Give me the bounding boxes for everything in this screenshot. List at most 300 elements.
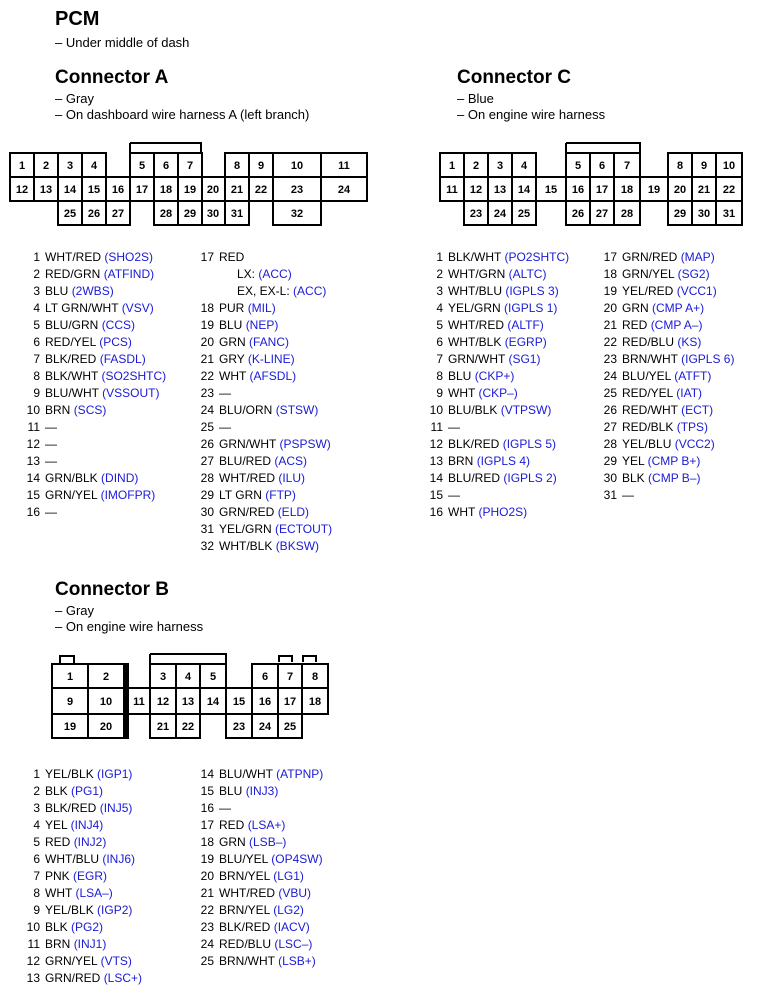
svg-text:27: 27 [111, 208, 125, 220]
pin-row [20, 283, 166, 300]
signal-name: (ILU) [278, 471, 306, 485]
pin-number: 2 [436, 267, 443, 281]
pin-number: 13 [429, 454, 443, 468]
svg-text:16: 16 [258, 696, 272, 708]
svg-text:27: 27 [595, 208, 609, 220]
wire-color: GRN/YEL [45, 954, 98, 968]
pin-number: 3 [33, 801, 40, 815]
wire-color: LX: [237, 267, 256, 281]
pin-row [423, 300, 569, 317]
svg-text:8: 8 [311, 671, 319, 683]
signal-name: (LSB–) [249, 835, 287, 849]
pin-number: 14 [26, 471, 40, 485]
svg-text:5: 5 [574, 160, 582, 172]
signal-name: (ACC) [258, 267, 292, 281]
svg-text:9: 9 [66, 696, 74, 708]
pin-number: 13 [26, 971, 40, 985]
svg-text:14: 14 [206, 696, 220, 708]
wire-color: BLK [45, 920, 68, 934]
svg-text:14: 14 [517, 184, 531, 196]
wire-color: GRN [622, 301, 649, 315]
wire-color: — [219, 420, 231, 434]
signal-name: (IGPLS 2) [503, 471, 557, 485]
connector-b-note: – On engine wire harness [55, 619, 204, 634]
signal-name: (CMP A–) [650, 318, 703, 332]
pin-row [423, 317, 569, 334]
connector-b-pins-right [194, 766, 323, 970]
signal-name: (TPS) [676, 420, 709, 434]
wire-color: BLU/YEL [622, 369, 671, 383]
wire-color: GRN/YEL [45, 488, 98, 502]
pin-row [597, 487, 734, 504]
pin-row [20, 419, 166, 436]
wire-color: GRN/WHT [448, 352, 506, 366]
signal-name: (FTP) [265, 488, 296, 502]
svg-text:17: 17 [595, 184, 609, 196]
pin-row [194, 766, 323, 783]
svg-text:19: 19 [647, 184, 661, 196]
pin-row [423, 266, 569, 283]
wire-color: RED [219, 818, 245, 832]
signal-name: (LSA+) [247, 818, 286, 832]
wire-color: GRN [219, 835, 246, 849]
pin-number: 17 [200, 250, 214, 264]
wire-color: — [448, 420, 460, 434]
svg-text:22: 22 [254, 184, 268, 196]
connector-a-note: – Gray [55, 91, 95, 106]
pin-number: 32 [200, 539, 214, 553]
signal-name: (INJ2) [73, 835, 107, 849]
connector-c-note: – On engine wire harness [457, 107, 606, 122]
pin-row [194, 351, 332, 368]
signal-name: (VTS) [100, 954, 132, 968]
connector-c-note: – Blue [457, 91, 494, 106]
pin-row [423, 283, 569, 300]
svg-text:13: 13 [493, 184, 507, 196]
svg-text:1: 1 [448, 160, 456, 172]
pin-number: 31 [603, 488, 617, 502]
pin-number: 24 [200, 937, 214, 951]
svg-text:15: 15 [544, 184, 558, 196]
wire-color: — [45, 420, 57, 434]
svg-text:3: 3 [66, 160, 74, 172]
svg-text:2: 2 [42, 160, 50, 172]
connector-b-pins-left [20, 766, 142, 987]
signal-name: (SCS) [73, 403, 107, 417]
svg-text:4: 4 [520, 160, 528, 172]
pin-row [423, 504, 569, 521]
signal-name: (INJ4) [70, 818, 104, 832]
pin-number: 7 [436, 352, 443, 366]
signal-name: (VTPSW) [500, 403, 552, 417]
wire-color: BRN/WHT [219, 954, 275, 968]
wire-color: PUR [219, 301, 245, 315]
wire-color: BLU [45, 284, 69, 298]
pin-row [20, 851, 142, 868]
wire-color: BLU/WHT [45, 386, 99, 400]
svg-text:16: 16 [571, 184, 585, 196]
svg-text:32: 32 [290, 208, 304, 220]
svg-text:9: 9 [700, 160, 708, 172]
svg-text:6: 6 [261, 671, 269, 683]
pin-row [194, 538, 332, 555]
pin-row [20, 453, 166, 470]
pin-number: 14 [200, 767, 214, 781]
connector-c-diagram [430, 140, 750, 230]
signal-name: (FANC) [249, 335, 290, 349]
svg-text:13: 13 [181, 696, 195, 708]
svg-text:19: 19 [63, 721, 77, 733]
pin-row [194, 249, 332, 266]
pin-number: 6 [33, 852, 40, 866]
pin-number: 4 [436, 301, 443, 315]
signal-name: (STSW) [275, 403, 319, 417]
wire-color: BLU [448, 369, 472, 383]
svg-text:10: 10 [722, 160, 736, 172]
wire-color: RED/GRN [45, 267, 101, 281]
signal-name: (IGPLS 6) [681, 352, 735, 366]
signal-name: (VBU) [278, 886, 312, 900]
wire-color: YEL/BLU [622, 437, 672, 451]
pin-number: 9 [33, 386, 40, 400]
wire-color: RED/BLK [622, 420, 674, 434]
pin-number: 11 [430, 420, 443, 434]
wire-color: BLU [219, 784, 243, 798]
wire-color: GRN/WHT [219, 437, 277, 451]
pin-row [20, 953, 142, 970]
wire-color: WHT [45, 886, 73, 900]
svg-text:22: 22 [722, 184, 736, 196]
pin-row [20, 249, 166, 266]
signal-name: (NEP) [245, 318, 279, 332]
pin-row [194, 368, 332, 385]
wire-color: YEL/BLK [45, 767, 94, 781]
svg-text:7: 7 [186, 160, 194, 172]
svg-text:2: 2 [102, 671, 110, 683]
wire-color: PNK [45, 869, 70, 883]
pin-number: 19 [200, 318, 214, 332]
pin-number: 4 [33, 818, 40, 832]
pin-row [597, 470, 734, 487]
wire-color: YEL/RED [622, 284, 674, 298]
pin-number: 8 [33, 886, 40, 900]
pin-number: 5 [436, 318, 443, 332]
svg-text:28: 28 [620, 208, 634, 220]
svg-text:29: 29 [673, 208, 687, 220]
svg-text:3: 3 [159, 671, 167, 683]
pin-row [20, 919, 142, 936]
pin-row [194, 800, 323, 817]
svg-text:7: 7 [623, 160, 631, 172]
pin-number: 8 [33, 369, 40, 383]
wire-color: RED [45, 835, 71, 849]
svg-text:25: 25 [283, 721, 297, 733]
wire-color: RED/YEL [622, 386, 673, 400]
pin-row [20, 766, 142, 783]
wire-color: BRN [448, 454, 474, 468]
pin-row [194, 936, 323, 953]
wire-color: WHT/BLU [448, 284, 502, 298]
signal-name: (IGP2) [97, 903, 133, 917]
pin-number: 13 [26, 454, 40, 468]
signal-name: (MAP) [680, 250, 715, 264]
signal-name: (CMP A+) [652, 301, 705, 315]
svg-text:26: 26 [87, 208, 101, 220]
svg-text:17: 17 [135, 184, 149, 196]
svg-text:15: 15 [87, 184, 101, 196]
pin-row [194, 385, 332, 402]
wire-color: YEL/GRN [448, 301, 501, 315]
wire-color: BRN/YEL [219, 869, 270, 883]
signal-name: (CMP B+) [647, 454, 701, 468]
svg-text:15: 15 [232, 696, 246, 708]
wire-color: BLK/RED [448, 437, 500, 451]
pin-row [20, 385, 166, 402]
svg-text:29: 29 [183, 208, 197, 220]
pin-number: 25 [200, 420, 214, 434]
wire-color: WHT/RED [45, 250, 101, 264]
wire-color: BLU [219, 318, 243, 332]
signal-name: (PCS) [99, 335, 132, 349]
pin-row [597, 453, 734, 470]
svg-text:1: 1 [18, 160, 26, 172]
svg-text:18: 18 [620, 184, 634, 196]
signal-name: (OP4SW) [271, 852, 323, 866]
pin-number: 2 [33, 267, 40, 281]
pin-number: 12 [26, 437, 40, 451]
signal-name: (VSV) [121, 301, 154, 315]
pin-number: 10 [429, 403, 443, 417]
pin-number: 19 [603, 284, 617, 298]
pin-row [597, 317, 734, 334]
wire-color: WHT/RED [219, 471, 275, 485]
pin-row [20, 504, 166, 521]
pin-number: 28 [200, 471, 214, 485]
svg-text:25: 25 [517, 208, 531, 220]
wire-color: LT GRN/WHT [45, 301, 119, 315]
svg-text:3: 3 [496, 160, 504, 172]
signal-name: (PHO2S) [478, 505, 528, 519]
pin-number: 30 [603, 471, 617, 485]
pin-row [423, 368, 569, 385]
svg-text:23: 23 [290, 184, 304, 196]
pin-row [597, 436, 734, 453]
pin-number: 1 [33, 250, 40, 264]
pin-row [597, 419, 734, 436]
pin-number: 18 [200, 835, 214, 849]
pin-number: 4 [33, 301, 40, 315]
pin-row [194, 470, 332, 487]
signal-name: (IGPLS 4) [476, 454, 531, 468]
pin-row [423, 487, 569, 504]
connector-a-pins-right [194, 249, 332, 555]
signal-name: (INJ1) [73, 937, 107, 951]
pin-number: 11 [27, 937, 40, 951]
signal-name: (IGP1) [97, 767, 133, 781]
signal-name: (K-LINE) [247, 352, 295, 366]
signal-name: (LSA–) [75, 886, 113, 900]
pin-number: 1 [436, 250, 443, 264]
signal-name: (ATFT) [674, 369, 712, 383]
signal-name: (ECT) [681, 403, 714, 417]
pin-number: 10 [26, 403, 40, 417]
connector-b-title: Connector B [55, 579, 169, 600]
wire-color: BRN [45, 403, 71, 417]
svg-text:19: 19 [183, 184, 197, 196]
wire-color: BLK [622, 471, 645, 485]
pin-row [20, 351, 166, 368]
svg-text:2: 2 [472, 160, 480, 172]
pin-row [194, 453, 332, 470]
signal-name: (IGPLS 1) [504, 301, 558, 315]
signal-name: (ECTOUT) [275, 522, 333, 536]
wire-color: — [448, 488, 460, 502]
signal-name: (LSC–) [274, 937, 313, 951]
wire-color: BLK/RED [45, 801, 97, 815]
svg-text:23: 23 [469, 208, 483, 220]
svg-text:16: 16 [111, 184, 125, 196]
signal-name: (AFSDL) [249, 369, 297, 383]
svg-text:25: 25 [63, 208, 77, 220]
pin-number: 28 [603, 437, 617, 451]
pin-number: 2 [33, 784, 40, 798]
pin-row [194, 402, 332, 419]
pin-number: 27 [200, 454, 214, 468]
wire-color: WHT [448, 505, 476, 519]
svg-text:8: 8 [233, 160, 241, 172]
pin-number: 5 [33, 835, 40, 849]
svg-text:11: 11 [338, 160, 350, 172]
svg-text:7: 7 [286, 671, 294, 683]
pin-row [20, 470, 166, 487]
pin-row [194, 783, 323, 800]
pin-number: 7 [33, 869, 40, 883]
pin-row [194, 334, 332, 351]
pin-row [194, 919, 323, 936]
signal-name: (MIL) [247, 301, 276, 315]
signal-name: (ATFIND) [103, 267, 155, 281]
svg-text:5: 5 [138, 160, 146, 172]
pin-row [194, 902, 323, 919]
signal-name: (ALTF) [507, 318, 544, 332]
pin-row [597, 402, 734, 419]
pin-row [20, 868, 142, 885]
pin-number: 15 [429, 488, 443, 502]
svg-text:26: 26 [571, 208, 585, 220]
connector-a-title: Connector A [55, 67, 169, 88]
pin-row [597, 368, 734, 385]
pin-row [194, 436, 332, 453]
pin-row [20, 300, 166, 317]
pin-row [423, 334, 569, 351]
pin-number: 20 [200, 869, 214, 883]
pin-number: 12 [26, 954, 40, 968]
pin-row [20, 402, 166, 419]
signal-name: (PG2) [71, 920, 104, 934]
pin-number: 11 [27, 420, 40, 434]
signal-name: (SHO2S) [104, 250, 154, 264]
pin-number: 22 [200, 369, 214, 383]
pin-number: 22 [603, 335, 617, 349]
wire-color: RED/BLU [622, 335, 675, 349]
pin-row [194, 317, 332, 334]
svg-text:28: 28 [159, 208, 173, 220]
svg-text:13: 13 [39, 184, 53, 196]
pin-number: 24 [603, 369, 617, 383]
svg-text:10: 10 [290, 160, 304, 172]
connector-c-pins-right [597, 249, 734, 504]
pin-number: 12 [429, 437, 443, 451]
svg-text:24: 24 [337, 184, 351, 196]
signal-name: (PG1) [71, 784, 104, 798]
signal-name: (ACS) [274, 454, 308, 468]
svg-text:14: 14 [63, 184, 77, 196]
wire-color: BLK/WHT [45, 369, 99, 383]
wire-color: — [45, 454, 57, 468]
pin-row [20, 902, 142, 919]
pin-number: 26 [603, 403, 617, 417]
pin-row [423, 453, 569, 470]
signal-name: (SG2) [677, 267, 710, 281]
pin-row [20, 436, 166, 453]
wire-color: GRN/BLK [45, 471, 98, 485]
pin-row [194, 817, 323, 834]
page-title: PCM [55, 8, 100, 30]
svg-text:31: 31 [722, 208, 736, 220]
svg-text:20: 20 [206, 184, 220, 196]
wire-color: BLU/GRN [45, 318, 99, 332]
pin-row [194, 300, 332, 317]
pin-number: 31 [200, 522, 214, 536]
pin-number: 6 [436, 335, 443, 349]
svg-text:1: 1 [66, 671, 74, 683]
pin-row [597, 334, 734, 351]
pin-row [20, 885, 142, 902]
wire-color: WHT [219, 369, 247, 383]
pin-number: 23 [603, 352, 617, 366]
wire-color: BRN/WHT [622, 352, 678, 366]
pin-row [194, 885, 323, 902]
wire-color: GRN [219, 335, 246, 349]
signal-name: (VCC2) [674, 437, 715, 451]
wire-color: BLK/WHT [448, 250, 502, 264]
signal-name: (DIND) [101, 471, 139, 485]
pin-number: 1 [33, 767, 40, 781]
connector-c-pins-left [423, 249, 569, 521]
pcm-location: – Under middle of dash [55, 35, 190, 50]
svg-text:17: 17 [283, 696, 297, 708]
wire-color: GRN/RED [219, 505, 275, 519]
svg-text:21: 21 [697, 184, 711, 196]
svg-text:21: 21 [230, 184, 244, 196]
pin-number: 5 [33, 318, 40, 332]
pin-row [423, 385, 569, 402]
pin-number: 9 [33, 903, 40, 917]
pin-row [20, 817, 142, 834]
wire-color: GRY [219, 352, 245, 366]
wire-color: WHT/BLK [448, 335, 502, 349]
wire-color: YEL/GRN [219, 522, 272, 536]
pin-number: 16 [200, 801, 214, 815]
pin-number: 6 [33, 335, 40, 349]
svg-text:11: 11 [133, 696, 145, 708]
signal-name: (IACV) [273, 920, 310, 934]
pin-row [597, 300, 734, 317]
pin-row [194, 419, 332, 436]
pin-row [194, 953, 323, 970]
svg-text:6: 6 [598, 160, 606, 172]
svg-text:10: 10 [99, 696, 113, 708]
